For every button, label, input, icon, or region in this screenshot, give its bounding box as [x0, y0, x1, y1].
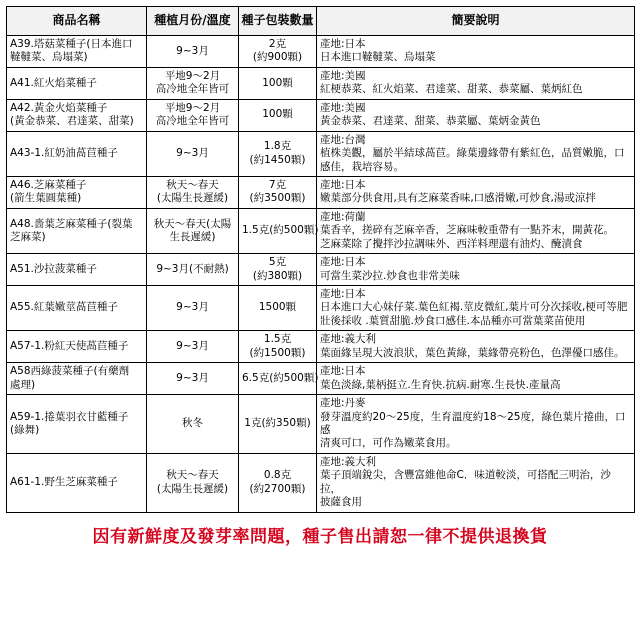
table-header-row: [7, 7, 635, 36]
table-row: [7, 36, 635, 68]
return-policy-note: 因有新鮮度及發芽率問題，種子售出請恕一律不提供退換貨: [92, 526, 548, 547]
table-row: [7, 254, 635, 286]
cell-description: 產地:台灣 植株美觀，屬於半結球萵苣。綠葉邊緣帶有紫紅色，品質嫩脆，口 感佳，栽培容易。: [317, 131, 635, 176]
cell-product-name: A39.塔菇菜種子(日本進口 韃韃菜、烏塌菜): [7, 36, 147, 68]
table-row: [7, 67, 635, 99]
cell-planting-month: 秋天～春天 (太陽生長遲緩): [147, 453, 239, 512]
cell-package-quantity: 100顆: [239, 67, 317, 99]
cell-package-quantity: 1500顆: [239, 286, 317, 331]
cell-product-name: A55.紅葉嫩莖萵苣種子: [7, 286, 147, 331]
cell-product-name: A41.紅火焰菜種子: [7, 67, 147, 99]
cell-product-name: A43-1.紅奶油萵苣種子: [7, 131, 147, 176]
cell-product-name: A61-1.野生芝麻菜種子: [7, 453, 147, 512]
cell-product-name: A42.黃金火焰菜種子 (黃金恭菜、君達菜、甜菜): [7, 99, 147, 131]
cell-planting-month: 9~3月: [147, 286, 239, 331]
table-row: [7, 363, 635, 395]
cell-package-quantity: 5克 (約380顆): [239, 254, 317, 286]
table-row: [7, 395, 635, 454]
table-header: [7, 7, 635, 36]
column-header-product-name: 商品名稱: [7, 7, 147, 36]
cell-planting-month: 秋冬: [147, 395, 239, 454]
cell-package-quantity: 1.5克(約500顆): [239, 208, 317, 253]
table-row: [7, 208, 635, 253]
cell-planting-month: 9~3月: [147, 363, 239, 395]
cell-description: 產地:丹麥 發芽溫度約20～25度，生育溫度約18～25度，綠色葉片捲曲，口感 清爽可口，可作為嫩菜食用。: [317, 395, 635, 454]
cell-planting-month: 9~3月: [147, 36, 239, 68]
cell-package-quantity: 7克 (約3500顆): [239, 176, 317, 208]
cell-planting-month: 9~3月: [147, 331, 239, 363]
cell-planting-month: 平地9～2月 高冷地全年皆可: [147, 67, 239, 99]
cell-planting-month: 平地9～2月 高冷地全年皆可: [147, 99, 239, 131]
cell-description: 產地:美國 紅梗恭菜、紅火焰菜、君達菜、甜菜、恭菜屬、葉炳紅色: [317, 67, 635, 99]
column-header-package-quantity: 種子包裝數量: [239, 7, 317, 36]
cell-description: 產地:日本 可當生菜沙拉.炒食也非常美味: [317, 254, 635, 286]
cell-planting-month: 秋天～春天(太陽 生長遲緩): [147, 208, 239, 253]
table-row: [7, 131, 635, 176]
cell-package-quantity: 100顆: [239, 99, 317, 131]
cell-package-quantity: 6.5克(約500顆): [239, 363, 317, 395]
cell-description: 產地:義大利 葉面緣呈現大波浪狀，葉色黃綠，葉緣帶亮粉色，色澤優口感佳。: [317, 331, 635, 363]
cell-package-quantity: 1.8克 (約1450顆): [239, 131, 317, 176]
cell-description: 產地:日本 葉色淡綠,葉柄挺立.生育快.抗病.耐寒.生長快.產量高: [317, 363, 635, 395]
cell-package-quantity: 0.8克 (約2700顆): [239, 453, 317, 512]
cell-product-name: A48.嗇葉芝麻菜種子(裂葉 芝麻菜): [7, 208, 147, 253]
cell-planting-month: 9~3月: [147, 131, 239, 176]
table-row: [7, 99, 635, 131]
cell-planting-month: 秋天～春天 (太陽生長遲緩): [147, 176, 239, 208]
cell-product-name: A57-1.粉紅天使萵苣種子: [7, 331, 147, 363]
cell-product-name: A58西綠菠菜種子(有藥劑 處理): [7, 363, 147, 395]
table-row: [7, 453, 635, 512]
cell-product-name: A59-1.捲葉羽衣甘藍種子 (綠舞): [7, 395, 147, 454]
table-body: [7, 36, 635, 513]
cell-description: 產地:荷蘭 葉香辛，搓碎有芝麻辛香，芝麻味較重帶有一點芥末，開黃花。 芝麻菜除了攪拌沙拉調味外、西洋料理還有油灼、醃漬食: [317, 208, 635, 253]
table-row: [7, 331, 635, 363]
table-row: [7, 286, 635, 331]
cell-description: 產地:義大利 葉子頂端銳尖，含豐富維他命C．味道較淡，可搭配三明治，沙拉， 披薩食用: [317, 453, 635, 512]
cell-description: 產地:日本 日本進口大心妹仔菜.葉色紅褐.莖皮微紅,葉片可分次採收,梗可等肥 壯後採收 .葉質甜脆.炒食口感佳.本品種亦可當葉菜苗使用: [317, 286, 635, 331]
cell-planting-month: 9~3月(不耐熱): [147, 254, 239, 286]
cell-description: 產地:日本 嫩葉部分供食用,具有芝麻菜香味,口感滑嫩,可炒食,湯或涼拌: [317, 176, 635, 208]
seed-products-table: [6, 6, 635, 513]
cell-package-quantity: 1.5克 (約1500顆): [239, 331, 317, 363]
cell-description: 產地:日本 日本進口韃韃菜、烏塌菜: [317, 36, 635, 68]
cell-package-quantity: 1克(約350顆): [239, 395, 317, 454]
cell-product-name: A46.芝麻菜種子 (箭生葉圓葉種): [7, 176, 147, 208]
column-header-description: 簡要說明: [317, 7, 635, 36]
cell-product-name: A51.沙拉菠菜種子: [7, 254, 147, 286]
cell-package-quantity: 2克 (約900顆): [239, 36, 317, 68]
table-row: [7, 176, 635, 208]
column-header-planting-month: 種植月份/溫度: [147, 7, 239, 36]
cell-description: 產地:美國 黃金恭菜、君達菜、甜菜、恭菜屬、葉炳金黃色: [317, 99, 635, 131]
